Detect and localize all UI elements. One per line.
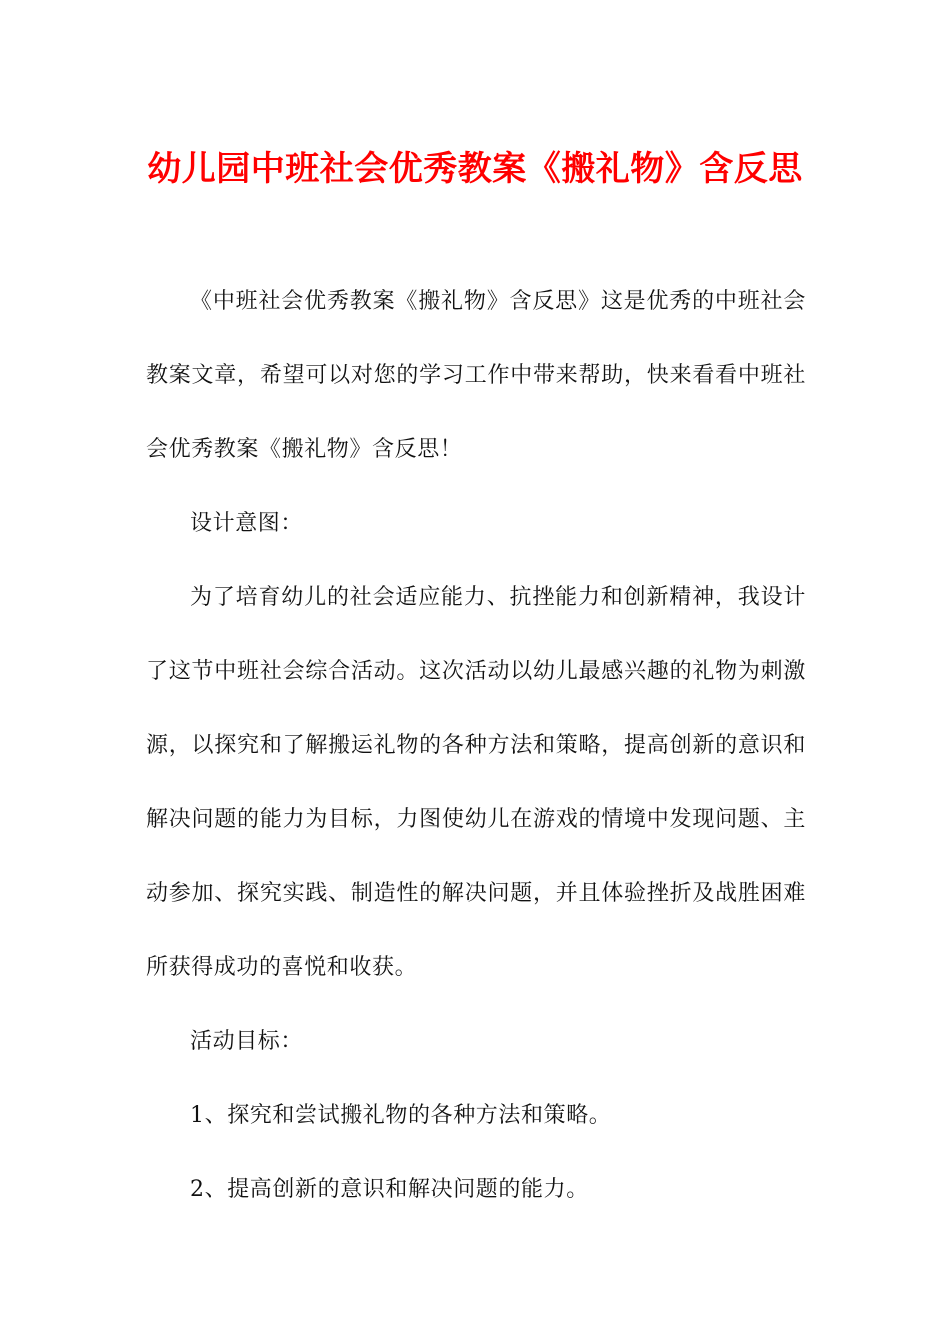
goal-item-1: 1、探究和尝试搬礼物的各种方法和策略。	[190, 1103, 612, 1128]
document-body	[146, 265, 806, 1227]
document-title: 幼儿园中班社会优秀教案《搬礼物》含反思	[147, 149, 803, 189]
design-intent-heading: 设计意图：	[190, 511, 304, 536]
activity-goals-heading: 活动目标：	[190, 1029, 304, 1054]
intro-paragraph: 《中班社会优秀教案《搬礼物》含反思》这是优秀的中班社会教案文章，希望可以对您的学习工作中带来帮助，快来看看中班社会优秀教案《搬礼物》含反思！	[146, 289, 806, 462]
goal-item-2: 2、提高创新的意识和解决问题的能力。	[190, 1177, 589, 1202]
design-intent-paragraph: 为了培育幼儿的社会适应能力、抗挫能力和创新精神，我设计了这节中班社会综合活动。这次活动以幼儿最感兴趣的礼物为刺激源，以探究和了解搬运礼物的各种方法和策略，提高创新的意识和解决问题的能力为目标，力图使幼儿在游戏的情境中发现问题、主动参加、探究实践、制造性的解决问题，并且体验挫折及战胜困难所获得成功的喜悦和收获。	[146, 585, 806, 980]
